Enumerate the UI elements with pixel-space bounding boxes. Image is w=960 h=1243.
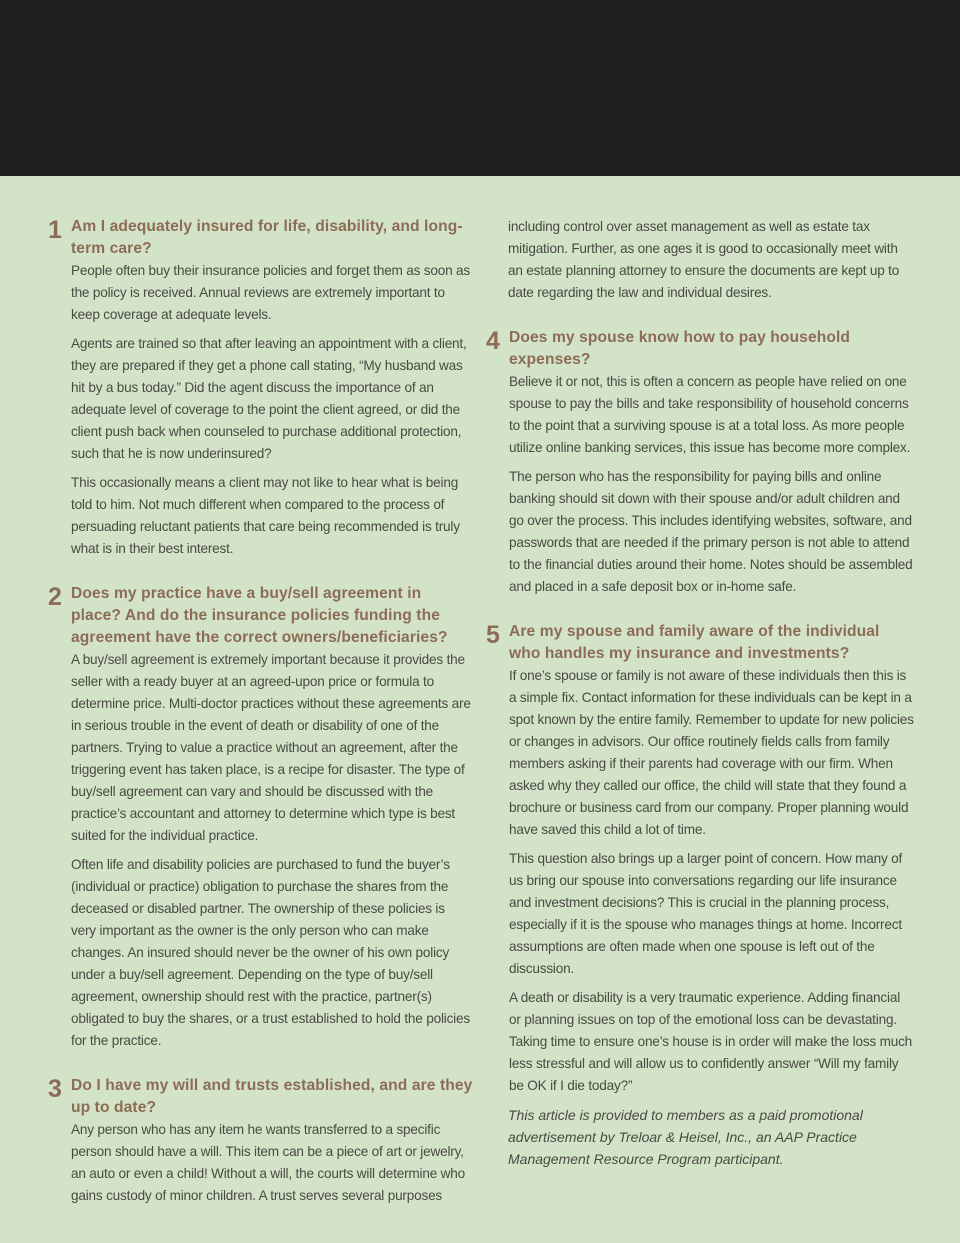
article-page [0, 176, 960, 1243]
paragraph: A buy/sell agreement is extremely important because it provides the seller with a ready buyer at an agreed-upon price or formula to determine price. Multi-doctor practices without these agreements are in serious trouble in the event of death or disability of one of the partners. Trying to value a practice without an agreement, after the triggering event has taken place, is a recipe for disaster. The type of buy/sell agreement can vary and should be discussed with the practice’s accountant and attorney to determine which type is best suited for the individual practice. [71, 652, 471, 843]
section-number: 2 [48, 583, 62, 611]
right-column [486, 216, 914, 1170]
section-4 [486, 327, 914, 598]
left-column [48, 216, 473, 1214]
paragraph: The person who has the responsibility for paying bills and online banking should sit down with their spouse and/or adult children and go over the process. This includes identifying websites, software, and passwords that are needed if the primary person is not able to attend to the financial duties around their home. Notes should be assembled and placed in a safe deposit box or in-home safe. [509, 469, 913, 594]
paragraph: Any person who has any item he wants transferred to a specific person should have a will. This item can be a piece of art or jewelry, an auto or even a child! Without a will, the courts will determine who gains custody of minor children. A trust serves several purposes [71, 1122, 466, 1203]
paragraph: If one’s spouse or family is not aware of these individuals then this is a simple fix. Contact information for these individuals can be kept in a spot known by the entire family. Remember to update for new policies or changes in advisors. Our office routinely fields calls from family members asking if their parents had coverage with our firm. When asked why they called our office, the child will state that they found a brochure or business card from our company. Proper planning would have saved this child a lot of time. [509, 668, 914, 837]
section-number: 4 [486, 327, 500, 355]
paragraph: This occasionally means a client may not like to hear what is being told to him. Not much different when compared to the process of persuading reluctant patients that care being recommended is truly what is in their best interest. [71, 475, 460, 556]
section-3-continuation: including control over asset management as well as estate tax mitigation. Further, as one ages it is good to occasionally meet with an estate planning attorney to ensure the documents are kept up to date regarding the law and individual desires. [508, 219, 900, 300]
paragraph: This question also brings up a larger point of concern. How many of us bring our spouse into conversations regarding our life insurance and investment decisions? This is crucial in the planning process, especially if it is the spouse who manages things at home. Incorrect assumptions are often made when one spouse is left out of the discussion. [509, 851, 903, 976]
section-3 [48, 1075, 473, 1207]
paragraph: Often life and disability policies are purchased to fund the buyer’s (individual or practice) obligation to purchase the shares from the deceased or disabled partner. The ownership of these policies is very important as the owner is the only person who can make changes. An insured should never be the owner of his own policy under a buy/sell agreement. Depending on the type of buy/sell agreement, ownership should rest with the practice, partner(s) obligated to buy the shares, or a trust established to hold the policies for the practice. [71, 857, 470, 1048]
section-number: 3 [48, 1075, 62, 1103]
section-question: Am I adequately insured for life, disability, and long-term care? [71, 218, 463, 257]
header-band [0, 0, 960, 176]
section-question: Are my spouse and family aware of the individual who handles my insurance and investments? [509, 623, 880, 662]
paragraph: A death or disability is a very traumatic experience. Adding financial or planning issues on top of the emotional loss can be devastating. Taking time to ensure one’s house is in order will make the loss much less stressful and will allow us to confidently answer “Will my family be OK if I die today?” [509, 990, 913, 1093]
paragraph: People often buy their insurance policies and forget them as soon as the policy is received. Annual reviews are extremely important to keep coverage at adequate levels. [71, 263, 470, 322]
paragraph: Believe it or not, this is often a concern as people have relied on one spouse to pay the bills and take responsibility of household concerns to the point that a surviving spouse is at a total loss. As more people utilize online banking services, this issue has become more complex. [509, 374, 911, 455]
paragraph: Agents are trained so that after leaving an appointment with a client, they are prepared if they get a phone call stating, “My husband was hit by a bus today.” Did the agent discuss the importance of an adequate level of coverage to the point the client agreed, or did the client push back when counseled to purchase additional protection, such that he is now underinsured? [71, 336, 467, 461]
section-question: Do I have my will and trusts established, and are they up to date? [71, 1077, 473, 1116]
section-question: Does my spouse know how to pay household expenses? [509, 329, 851, 368]
section-1 [48, 216, 473, 560]
section-number: 1 [48, 216, 62, 244]
section-2 [48, 583, 473, 1052]
section-number: 5 [486, 621, 500, 649]
section-5 [486, 621, 914, 1097]
section-question: Does my practice have a buy/sell agreement in place? And do the insurance policies funding the agreement have the correct owners/beneficiaries? [71, 585, 448, 646]
disclaimer: This article is provided to members as a paid promotional advertisement by Treloar & Heisel, Inc., an AAP Practice Management Resource Program participant. [508, 1107, 863, 1167]
